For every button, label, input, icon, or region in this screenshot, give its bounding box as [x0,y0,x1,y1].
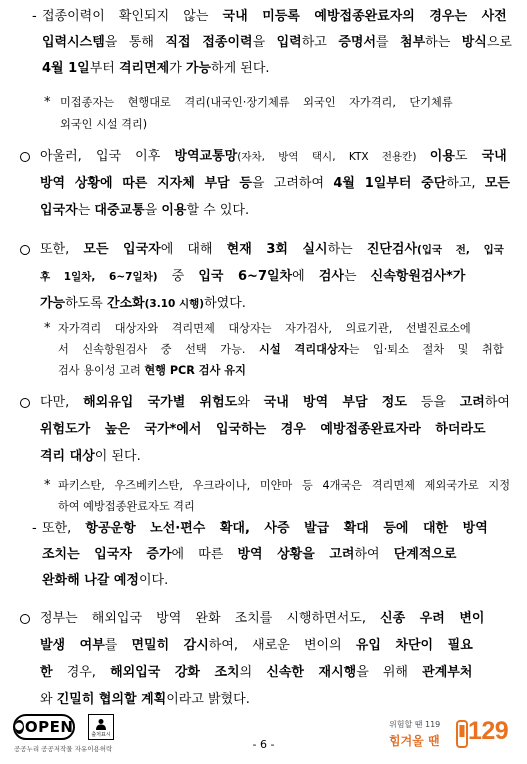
text-run: 또한, [42,521,86,536]
text-run: 서 신속항원검사 중 선택 가능. [58,343,260,356]
text-run: 를 [376,35,401,50]
bold-run: 직접 접종이력 [165,35,253,50]
bold-run: 조치는 입국자 증가 [42,547,172,562]
text-run: 는 입·퇴소 절차 및 취합 [348,343,504,356]
text-run: 도 [454,149,482,164]
text-line [40,448,141,466]
text-line [42,34,512,52]
bold-run: 입력시스템 [42,35,105,50]
hotline-number: 129 [468,717,509,745]
page-footer [0,708,527,764]
bold-run: 입국 6~7일차 [198,269,293,284]
bold-run: 간소화 [106,296,145,311]
bold-run: 국내 미등록 예방접종완료자의 경우는 사전 [222,9,507,24]
text-run: 에 따른 [171,547,238,562]
bold-run: 신종 우려 변이 [380,611,485,626]
bold-run: 해외유입 국가별 위험도 [83,395,238,410]
bold-run: 4월 1일부터 중단 [333,176,447,191]
text-line [42,520,488,538]
text-run: 을 고려하여 [251,176,334,191]
bold-run: 국내 방역 부담 정도 [263,395,407,410]
text-run: 의 [239,665,267,680]
bold-run: 유입 차단이 필요 [355,638,473,653]
text-run: 자가격리 대상자와 격리면제 대상자는 자가검사, 의료기관, 선별진료소에 [58,322,471,335]
bold-run: 발생 여부 [40,638,105,653]
text-line [40,610,485,628]
bold-run: 첨부 [400,35,426,50]
footnote-asterisk: * [44,321,51,336]
hotline-slogan: 힘겨울 땐 [389,734,440,748]
text-line [40,664,472,682]
text-run: 하고 [301,35,339,50]
open-o-icon: ● [14,721,24,732]
text-line [42,572,168,590]
text-line [40,691,250,709]
text-run: 또한, [40,242,84,257]
bold-run: 면밀히 감시 [131,638,209,653]
text-run: 는 [343,269,371,284]
hotline-small-text: 위험할 땐 119 [389,720,441,729]
text-run: 검사 용이성 고려 [58,364,145,377]
text-run: 할 수 있다. [186,203,250,218]
text-run: (자차, 방역 택시, KTX 전용칸) [237,151,430,163]
bold-run: 신속한 재시행 [266,665,357,680]
bullet-dash: - [32,521,37,536]
bold-run: 국내 [481,149,507,164]
text-run: 하여 [354,547,394,562]
bold-run: 입력 [276,35,302,50]
bold-run: 모든 입국자 [83,242,161,257]
text-run: 가 [169,61,186,76]
text-run: 미접종자는 현행대로 격리(내국인·장기체류 외국인 자가격리, 단기체류 [60,96,453,109]
bullet-dash: - [32,9,37,24]
bold-run: 항공운항 노선·편수 확대, 사증 발급 확대 등에 대한 방역 [85,521,488,536]
bold-run: 한 [40,665,53,680]
bold-run: 모든 [484,176,510,191]
text-run: 하고, [446,176,485,191]
bold-run: 후 1일차, 6~7일차) [40,271,158,283]
person-icon [95,718,107,730]
bullet-circle-icon [20,398,30,408]
bold-run: 방역 상황에 따른 지자체 부담 등 [40,176,252,191]
bold-run: 가능 [40,296,66,311]
text-run: 하여 [484,395,510,410]
text-run: 하였다. [204,296,246,311]
kogl-open-logo [13,714,75,740]
text-run: 접종이력이 확인되지 않는 [42,9,223,24]
text-run: 이 된다. [94,449,141,464]
text-run: 으로 [486,35,512,50]
text-run: 하도록 [65,296,107,311]
bold-run: 이용 [161,203,187,218]
text-run: 와 [237,395,264,410]
bold-run: 현행 PCR 검사 유지 [144,364,246,377]
text-run: 에 [292,269,319,284]
footnote-asterisk: * [44,95,51,110]
text-run: 을 [252,35,277,50]
text-run: 이다. [138,573,169,588]
text-run: 중 [157,269,199,284]
text-run: 하여 예방접종완료자도 격리 [58,500,195,513]
bold-run: 단계적으로 [393,547,457,562]
text-run: 파키스탄, 우즈베키스탄, 우크라이나, 미얀마 등 4개국은 격리면제 제외국가로 지정 [58,479,510,492]
bullet-circle-icon [20,245,30,255]
text-run: 를 [104,638,132,653]
text-line [40,637,473,655]
bold-run: (입국 전, 입국 [417,244,504,256]
bold-run: 관계부처 [422,665,473,680]
bold-run: 현재 3회 실시 [226,242,328,257]
bold-run: 완화해 나갈 예정 [42,573,139,588]
bold-run: 방식 [461,35,487,50]
text-line [58,499,195,515]
bullet-circle-icon [20,152,30,162]
bold-run: 이용 [429,149,455,164]
footnote-asterisk: * [44,478,51,493]
bold-run: 격리면제 [118,61,170,76]
text-line [40,241,504,259]
bold-run: 방역 상황을 고려 [237,547,355,562]
bold-run: 고려 [459,395,485,410]
text-run: 는 [77,203,95,218]
text-run: 정부는 해외입국 방역 완화 조치를 시행하면서도, [40,611,381,626]
text-run: 하는 [327,242,367,257]
text-run: 을 [144,203,162,218]
text-run: 을 통해 [104,35,166,50]
text-run: 아울러, 입국 이후 [40,149,175,164]
text-line [60,117,147,133]
bold-run: 증명서 [338,35,377,50]
bold-run: 해외입국 강화 조치 [110,665,240,680]
page-number: - 6 - [252,738,275,751]
bold-run: 격리 대상 [40,449,95,464]
text-run: 외국인 시설 격리) [60,118,148,131]
text-run: 다만, [40,395,84,410]
bold-run: 위험도가 높은 국가*에서 입국하는 경우 예방접종완료자라 하더라도 [40,422,486,437]
bold-run: 대중교통 [94,203,145,218]
bold-run: 방역교통망 [174,149,238,164]
text-line [58,363,246,379]
text-run: 을 위해 [356,665,423,680]
text-run: 와 [40,692,57,707]
text-run: 하게 된다. [211,61,270,76]
text-line [40,175,510,193]
bold-run: 신속항원검사*가 [370,269,466,284]
bold-run: 긴밀히 협의할 계획 [56,692,167,707]
attribution-badge [88,714,114,740]
text-line [40,202,249,220]
bold-run: 검사 [318,269,344,284]
license-text: 공공누리 공공저작물 자유이용허락 [14,745,113,753]
text-line [58,342,504,358]
text-line [40,148,507,166]
badge-label: 출처표시 [91,732,111,738]
text-line [58,321,471,337]
text-line [42,8,507,26]
text-run: 하여, 새로운 변이의 [208,638,356,653]
text-line [40,295,246,313]
text-run: 등을 [406,395,460,410]
text-run: 부터 [89,61,119,76]
text-line [60,95,453,111]
bold-run: 시설 격리대상자 [259,343,349,356]
text-line [42,546,457,564]
bold-run: (3.10 시행) [144,298,205,310]
phone-icon [456,720,468,748]
text-line [40,394,510,412]
text-line [40,421,486,439]
bold-run: 진단검사 [366,242,418,257]
bold-run: 4월 1일 [42,61,90,76]
text-run: 에 대해 [160,242,227,257]
bold-run: 가능 [185,61,212,76]
text-run: 경우, [52,665,111,680]
text-line [42,60,270,78]
text-line [58,478,510,494]
text-run: 이라고 밝혔다. [166,692,250,707]
bold-run: 입국자 [40,203,78,218]
open-logo-text: OPEN [24,718,74,736]
bullet-circle-icon [20,614,30,624]
text-line [40,268,465,286]
text-run: 하는 [425,35,462,50]
